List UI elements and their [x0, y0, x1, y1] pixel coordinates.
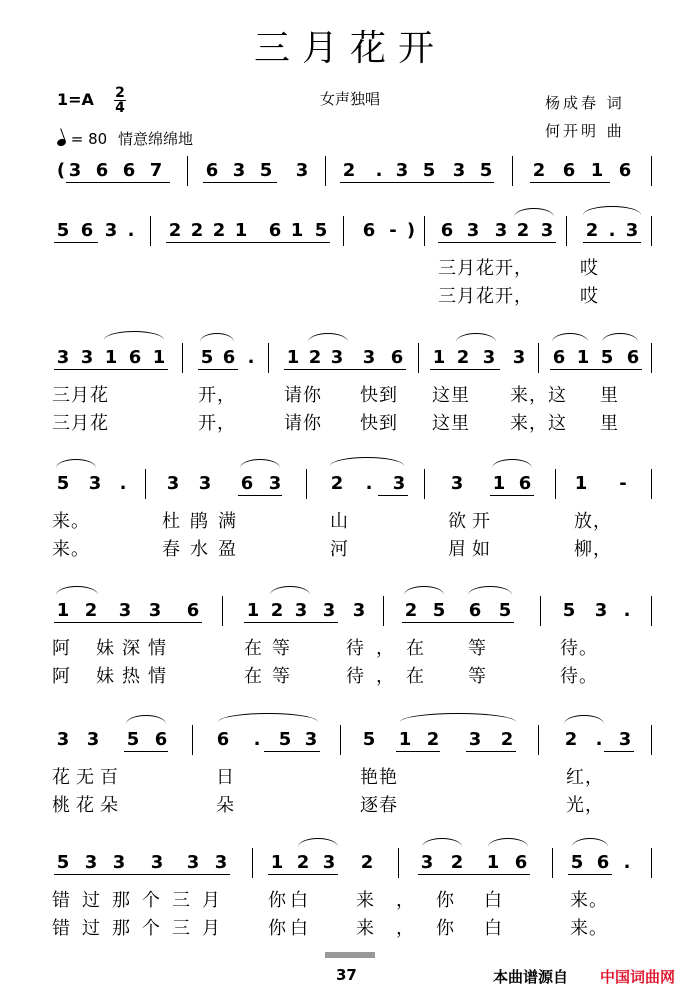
slur — [514, 208, 554, 217]
note: 3 — [84, 852, 98, 873]
note: 6 — [80, 220, 94, 241]
beam — [284, 369, 406, 370]
note: 7 — [149, 160, 163, 181]
lyric-verse-2: 三月花开， — [438, 286, 533, 307]
barline — [187, 156, 188, 186]
lyric-verse-1: 妹深情 — [96, 638, 174, 659]
note: 6 — [552, 347, 566, 368]
note: 1 — [104, 347, 118, 368]
barline — [651, 725, 652, 755]
lyricist-credit: 杨成春 词 — [545, 94, 625, 112]
note: 6 — [205, 160, 219, 181]
note: 2 — [296, 852, 310, 873]
slur — [240, 459, 280, 468]
note: 6 — [186, 600, 200, 621]
note: 3 — [198, 473, 212, 494]
staff-line-5 — [0, 600, 700, 636]
barline — [566, 216, 567, 246]
tempo-expression: 情意绵绵地 — [118, 130, 194, 148]
note: 6 — [268, 220, 282, 241]
beam — [396, 751, 440, 752]
lyric-verse-2: 来，你 — [356, 918, 476, 939]
staff-line-6 — [0, 729, 700, 765]
note: 6 — [216, 729, 230, 750]
note: . — [119, 473, 127, 494]
beam — [568, 874, 612, 875]
note: 3 — [56, 347, 70, 368]
beam — [244, 622, 338, 623]
barline — [512, 156, 513, 186]
time-signature — [113, 86, 127, 115]
lyric-verse-2: 来。 — [570, 918, 608, 939]
note: 2 — [342, 160, 356, 181]
note: . — [623, 600, 631, 621]
note: . — [247, 347, 255, 368]
beam — [268, 874, 338, 875]
barline — [182, 343, 183, 373]
note: 5 — [479, 160, 493, 181]
note: 3 — [166, 473, 180, 494]
lyric-verse-1: 阿 — [52, 638, 71, 659]
lyric-verse-2: 开， — [198, 413, 236, 434]
lyric-verse-2: 里 — [600, 413, 619, 434]
note: 5 — [432, 600, 446, 621]
note: 6 — [514, 852, 528, 873]
staff-line-2 — [0, 220, 700, 256]
lyric-verse-2: 这里 — [432, 413, 470, 434]
note: 3 — [148, 600, 162, 621]
note: 2 — [330, 473, 344, 494]
lyric-verse-2: 待，在 — [346, 666, 436, 687]
lyric-verse-1: 快到 — [360, 385, 398, 406]
note: 6 — [122, 160, 136, 181]
note: 3 — [112, 852, 126, 873]
slur — [56, 459, 96, 468]
note: 6 — [518, 473, 532, 494]
note: 3 — [322, 600, 336, 621]
beam — [238, 495, 282, 496]
lyric-verse-2: 妹热情 — [96, 666, 174, 687]
note: 2 — [516, 220, 530, 241]
beam — [438, 242, 556, 243]
lyric-verse-1: 里 — [600, 385, 619, 406]
slur — [330, 457, 404, 466]
note: 3 — [295, 160, 309, 181]
note: 6 — [618, 160, 632, 181]
note: 1 — [152, 347, 166, 368]
barline — [222, 596, 223, 626]
barline — [343, 216, 344, 246]
slur — [104, 331, 164, 340]
tempo-marking — [57, 128, 193, 149]
note: 5 — [56, 473, 70, 494]
lyric-verse-2: 哎 — [580, 286, 599, 307]
slur — [468, 586, 512, 595]
lyric-verse-1: 请你 — [284, 385, 322, 406]
slur — [218, 713, 318, 722]
note: 3 — [268, 473, 282, 494]
note: 2 — [585, 220, 599, 241]
note: 5 — [562, 600, 576, 621]
barline — [538, 343, 539, 373]
note: 6 — [128, 347, 142, 368]
lyric-verse-1: 待。 — [560, 638, 598, 659]
lyric-verse-1: 来。 — [52, 511, 90, 532]
page-divider — [325, 952, 375, 958]
time-signature-top: 2 — [115, 85, 125, 101]
note: 3 — [304, 729, 318, 750]
note: 6 — [222, 347, 236, 368]
lyric-verse-1: 白 — [484, 890, 503, 911]
beam — [54, 242, 98, 243]
note: 6 — [440, 220, 454, 241]
lyric-verse-2: 等 — [468, 666, 487, 687]
beam — [166, 242, 330, 243]
lyric-verse-2: 桃花朵 — [52, 795, 124, 816]
voice-type: 女声独唱 — [320, 90, 381, 108]
note: 1 — [246, 600, 260, 621]
lyric-verse-1: 这里 — [432, 385, 470, 406]
note: 3 — [214, 852, 228, 873]
lyric-verse-1: 日 — [216, 767, 235, 788]
key-signature: 1=A — [57, 90, 94, 109]
lyric-verse-1: 待，在 — [346, 638, 436, 659]
lyric-verse-1: 杜鹃满 — [162, 511, 246, 532]
slur — [200, 333, 234, 342]
lyric-verse-1: 等 — [468, 638, 487, 659]
lyric-verse-1: 来。 — [570, 890, 608, 911]
slur — [564, 715, 604, 724]
note: 2 — [450, 852, 464, 873]
beam — [203, 182, 277, 183]
note: 3 — [540, 220, 554, 241]
barline — [540, 596, 541, 626]
note: 2 — [308, 347, 322, 368]
lyric-verse-2: 错过那个三月 — [52, 918, 232, 939]
lyric-verse-2: 春水盈 — [162, 539, 246, 560]
beam — [340, 182, 494, 183]
beam — [530, 182, 610, 183]
lyric-verse-2: 待。 — [560, 666, 598, 687]
note: 5 — [259, 160, 273, 181]
barline — [398, 848, 399, 878]
note: 3 — [294, 600, 308, 621]
slur — [552, 333, 588, 342]
note: 6 — [154, 729, 168, 750]
note: 1 — [576, 347, 590, 368]
lyric-verse-1: 花无百 — [52, 767, 124, 788]
note: . — [127, 220, 135, 241]
note: 3 — [86, 729, 100, 750]
note: 2 — [404, 600, 418, 621]
note: 5 — [56, 220, 70, 241]
beam — [490, 495, 534, 496]
staff-line-4 — [0, 473, 700, 509]
note: 3 — [88, 473, 102, 494]
note: 1 — [492, 473, 506, 494]
staff-line-1 — [0, 160, 700, 196]
lyric-verse-1: 山 — [330, 511, 349, 532]
note: 3 — [322, 852, 336, 873]
lyric-verse-2: 朵 — [216, 795, 235, 816]
note: 3 — [466, 220, 480, 241]
note: 5 — [362, 729, 376, 750]
note: 3 — [232, 160, 246, 181]
note: 3 — [392, 473, 406, 494]
note: 6 — [390, 347, 404, 368]
lyric-verse-1: 开， — [198, 385, 236, 406]
beam — [54, 369, 168, 370]
lyric-verse-1: 来，这 — [510, 385, 567, 406]
lyric-verse-2: 河 — [330, 539, 349, 560]
beam — [430, 369, 500, 370]
note: 1 — [398, 729, 412, 750]
slur — [583, 206, 641, 215]
barline — [651, 343, 652, 373]
paren-open: ( — [56, 160, 66, 181]
lyric-verse-1: 错过那个三月 — [52, 890, 232, 911]
barline — [383, 596, 384, 626]
barline — [651, 848, 652, 878]
note: . — [375, 160, 383, 181]
lyric-verse-2: 请你 — [284, 413, 322, 434]
beam — [54, 622, 202, 623]
note: 3 — [594, 600, 608, 621]
note: 5 — [278, 729, 292, 750]
note: 1 — [290, 220, 304, 241]
note: 5 — [570, 852, 584, 873]
lyric-verse-1: 来，你 — [356, 890, 476, 911]
barline — [424, 216, 425, 246]
beam — [66, 182, 170, 183]
barline — [268, 343, 269, 373]
slur — [404, 586, 444, 595]
barline — [555, 469, 556, 499]
note: 3 — [482, 347, 496, 368]
staff-line-7 — [0, 852, 700, 888]
barline — [651, 469, 652, 499]
slur — [456, 333, 496, 342]
lyric-verse-2: 三月花 — [52, 413, 109, 434]
barline — [651, 156, 652, 186]
note: 3 — [512, 347, 526, 368]
note: 6 — [626, 347, 640, 368]
note: 2 — [500, 729, 514, 750]
note: 5 — [498, 600, 512, 621]
note: 6 — [562, 160, 576, 181]
lyric-verse-2: 你白 — [268, 918, 312, 939]
slur — [492, 459, 532, 468]
note: 2 — [212, 220, 226, 241]
note: 5 — [126, 729, 140, 750]
beam — [198, 369, 238, 370]
note: 3 — [186, 852, 200, 873]
barline — [306, 469, 307, 499]
lyric-verse-2: 眉如 — [448, 539, 496, 560]
beam — [124, 751, 168, 752]
note: 2 — [426, 729, 440, 750]
lyric-verse-2: 逐春 — [360, 795, 398, 816]
lyric-verse-1: 三月花 — [52, 385, 109, 406]
lyric-verse-2: 快到 — [360, 413, 398, 434]
song-title: 三月花开 — [253, 28, 446, 69]
beam — [604, 751, 634, 752]
note: 5 — [600, 347, 614, 368]
note: 2 — [360, 852, 374, 873]
slur — [400, 713, 516, 722]
note: 5 — [200, 347, 214, 368]
note: 2 — [168, 220, 182, 241]
composer-credit: 何开明 曲 — [545, 122, 625, 140]
note: . — [623, 852, 631, 873]
barline — [325, 156, 326, 186]
note: 3 — [330, 347, 344, 368]
slur — [270, 586, 310, 595]
note: ) — [406, 220, 416, 241]
note: 6 — [95, 160, 109, 181]
lyric-verse-2: 来。 — [52, 539, 90, 560]
note: 3 — [450, 473, 464, 494]
note: 3 — [468, 729, 482, 750]
note: 2 — [190, 220, 204, 241]
beam — [583, 242, 641, 243]
note: 2 — [532, 160, 546, 181]
lyric-verse-1: 放， — [574, 511, 612, 532]
note: 1 — [486, 852, 500, 873]
lyric-verse-1: 欲开 — [448, 511, 496, 532]
beam — [54, 874, 230, 875]
slur — [56, 586, 98, 595]
slur — [422, 838, 462, 847]
lyric-verse-1: 艳艳 — [360, 767, 398, 788]
beam — [466, 751, 516, 752]
lyric-verse-2: 白 — [484, 918, 503, 939]
note: 6 — [468, 600, 482, 621]
lyric-verse-2: 在等 — [244, 666, 300, 687]
quarter-note-icon — [56, 138, 67, 148]
barline — [340, 725, 341, 755]
slur — [572, 838, 608, 847]
note: 3 — [80, 347, 94, 368]
note: 2 — [84, 600, 98, 621]
beam — [378, 495, 408, 496]
slur — [308, 333, 348, 342]
lyric-verse-2: 阿 — [52, 666, 71, 687]
note: 6 — [596, 852, 610, 873]
note: 3 — [362, 347, 376, 368]
note: 6 — [240, 473, 254, 494]
note: . — [608, 220, 616, 241]
note: 5 — [422, 160, 436, 181]
barline — [424, 469, 425, 499]
barline — [552, 848, 553, 878]
note: 1 — [234, 220, 248, 241]
note: 3 — [395, 160, 409, 181]
note: 3 — [68, 160, 82, 181]
lyric-verse-1: 你白 — [268, 890, 312, 911]
note: . — [595, 729, 603, 750]
note: 3 — [56, 729, 70, 750]
barline — [651, 596, 652, 626]
note: 1 — [286, 347, 300, 368]
barline — [538, 725, 539, 755]
slur — [488, 838, 528, 847]
beam — [264, 751, 320, 752]
note: 1 — [432, 347, 446, 368]
note: 3 — [150, 852, 164, 873]
note: 5 — [56, 852, 70, 873]
page-number: 37 — [336, 966, 357, 984]
lyric-verse-2: 光， — [566, 795, 604, 816]
note: 5 — [314, 220, 328, 241]
site-link[interactable]: 中国词曲网 — [600, 968, 676, 986]
time-signature-bottom: 4 — [115, 100, 125, 116]
tempo-value: = 80 — [70, 130, 108, 148]
note: . — [253, 729, 261, 750]
note: 2 — [564, 729, 578, 750]
slur — [298, 838, 338, 847]
slur — [126, 715, 166, 724]
note: 3 — [452, 160, 466, 181]
note: 1 — [56, 600, 70, 621]
lyric-verse-2: 来，这 — [510, 413, 567, 434]
source-label: 本曲谱源自 — [493, 968, 569, 986]
note: 3 — [618, 729, 632, 750]
lyric-verse-1: 在等 — [244, 638, 300, 659]
barline — [145, 469, 146, 499]
lyric-verse-1: 红， — [566, 767, 604, 788]
lyric-verse-1: 哎 — [580, 258, 599, 279]
note: 3 — [420, 852, 434, 873]
beam — [550, 369, 642, 370]
note: 2 — [456, 347, 470, 368]
barline — [192, 725, 193, 755]
slur — [602, 333, 638, 342]
barline — [252, 848, 253, 878]
note: 1 — [574, 473, 588, 494]
barline — [150, 216, 151, 246]
note: . — [365, 473, 373, 494]
barline — [418, 343, 419, 373]
note: - — [389, 220, 397, 241]
lyric-verse-1: 三月花开， — [438, 258, 533, 279]
beam — [418, 874, 530, 875]
barline — [651, 216, 652, 246]
note: 3 — [118, 600, 132, 621]
note: 3 — [494, 220, 508, 241]
note: - — [619, 473, 627, 494]
note: 2 — [270, 600, 284, 621]
note: 1 — [590, 160, 604, 181]
note: 3 — [352, 600, 366, 621]
note: 1 — [270, 852, 284, 873]
note: 3 — [625, 220, 639, 241]
staff-line-3 — [0, 347, 700, 383]
beam — [402, 622, 514, 623]
note: 3 — [104, 220, 118, 241]
lyric-verse-2: 柳， — [574, 539, 612, 560]
note: 6 — [362, 220, 376, 241]
